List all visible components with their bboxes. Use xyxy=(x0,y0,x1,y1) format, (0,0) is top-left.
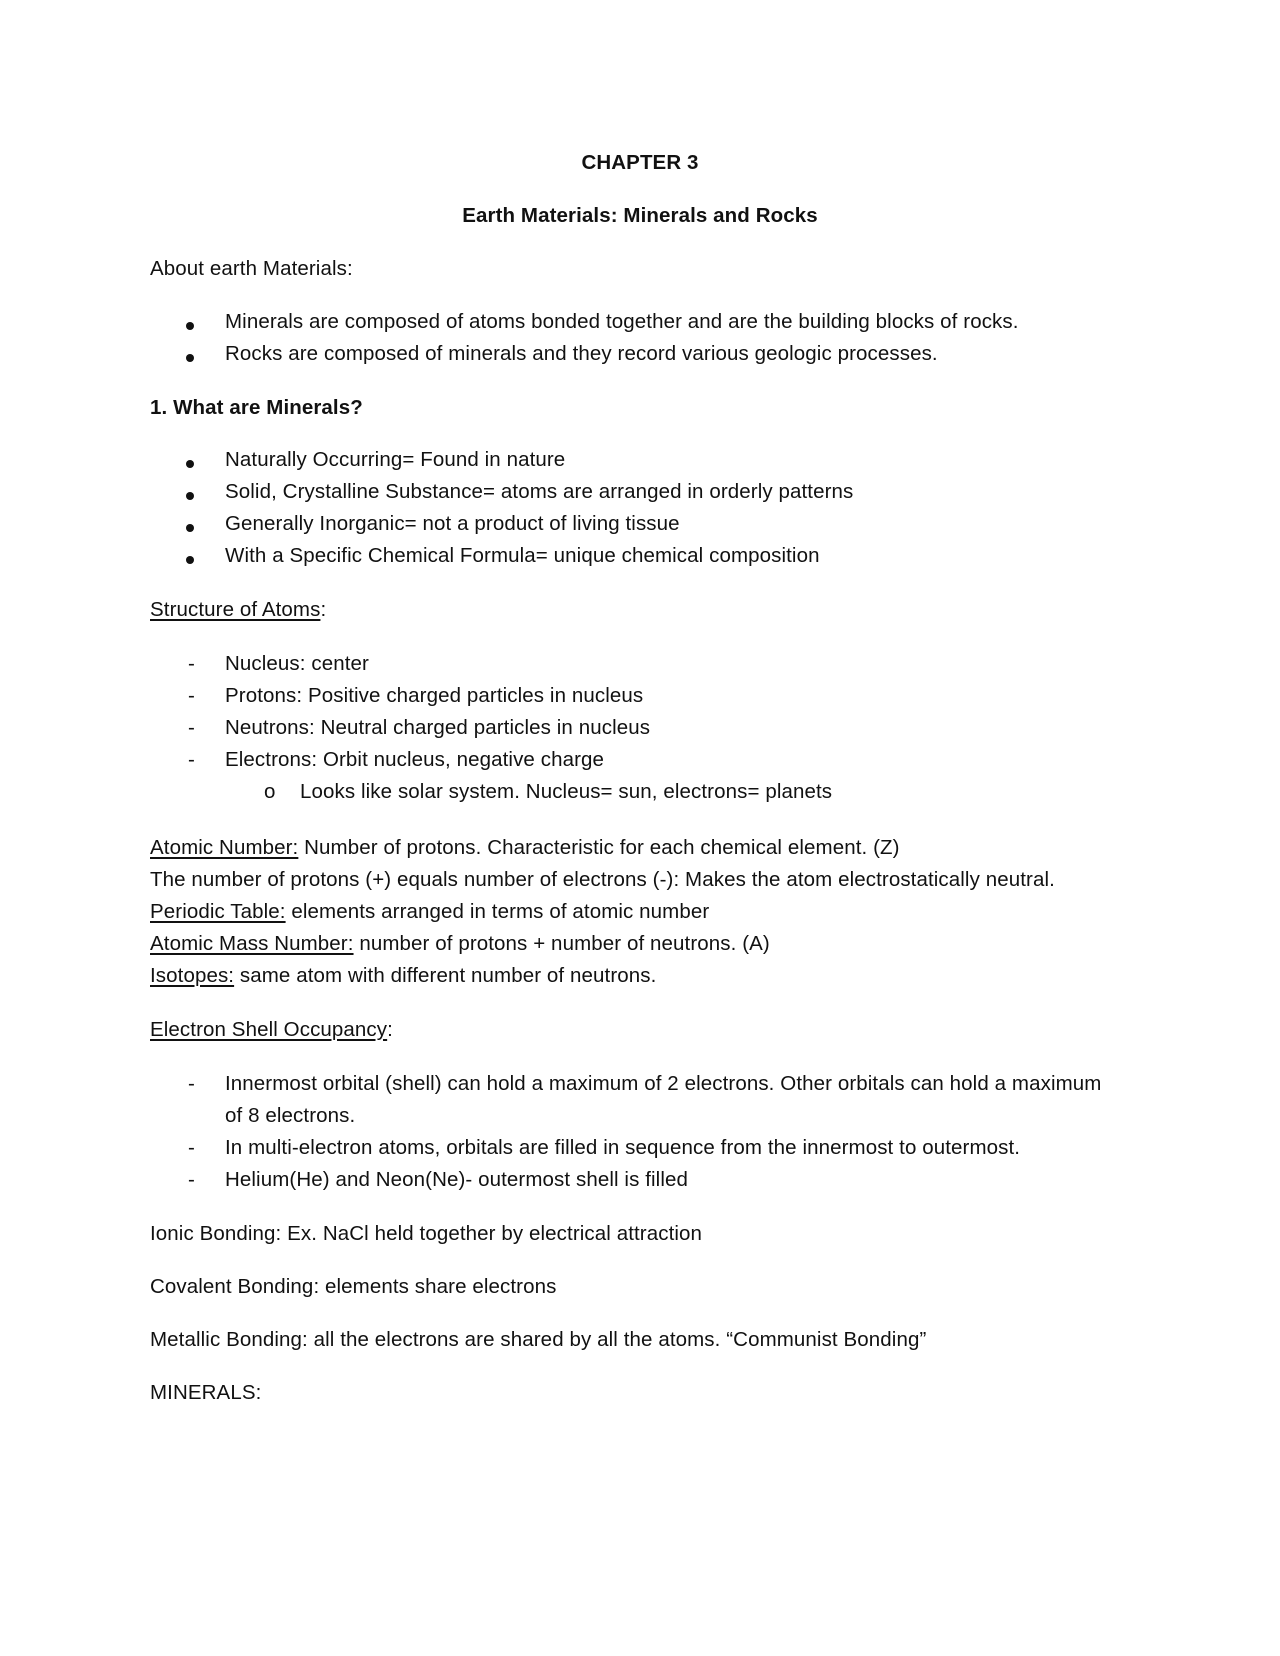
bullet-icon xyxy=(186,354,194,362)
dash-marker: - xyxy=(188,1072,195,1095)
atomic-mass-line xyxy=(150,932,770,956)
bullet-icon xyxy=(186,492,194,500)
structure-heading: Structure of Atoms xyxy=(150,598,321,621)
about-bullet-2: Rocks are composed of minerals and they record various geologic processes. xyxy=(225,342,938,365)
structure-item-1: Nucleus: center xyxy=(225,652,369,675)
bullet-icon xyxy=(186,322,194,330)
dash-marker: - xyxy=(188,748,195,771)
structure-item-2: Protons: Positive charged particles in nucleus xyxy=(225,684,644,707)
dash-marker: - xyxy=(188,1136,195,1159)
chapter-title: CHAPTER 3 xyxy=(581,151,699,174)
bullet-icon xyxy=(186,556,194,564)
ionic-bonding: Ionic Bonding: Ex. NaCl held together by electrical attraction xyxy=(150,1222,703,1245)
minerals-bullet-4: With a Specific Chemical Formula= unique chemical composition xyxy=(225,544,820,567)
minerals-bullet-3: Generally Inorganic= not a product of living tissue xyxy=(225,512,680,535)
minerals-bullet-2: Solid, Crystalline Substance= atoms are arranged in orderly patterns xyxy=(225,480,854,503)
isotopes-text: same atom with different number of neutrons. xyxy=(234,964,657,987)
minerals-bullet-1: Naturally Occurring= Found in nature xyxy=(225,448,566,471)
periodic-table-text: elements arranged in terms of atomic number xyxy=(285,900,710,923)
structure-heading-line xyxy=(150,598,326,622)
dash-marker: - xyxy=(188,1168,195,1191)
atomic-mass-term: Atomic Mass Number: xyxy=(150,932,354,955)
about-heading: About earth Materials: xyxy=(150,257,353,280)
dash-marker: - xyxy=(188,716,195,739)
shell-item-3: Helium(He) and Neon(Ne)- outermost shell is filled xyxy=(225,1168,688,1191)
shell-item-1: Innermost orbital (shell) can hold a maximum of 2 electrons. Other orbitals can hold a maximum xyxy=(225,1072,1102,1095)
shell-item-1-cont: of 8 electrons. xyxy=(225,1104,356,1127)
atomic-number-text: Number of protons. Characteristic for each chemical element. (Z) xyxy=(298,836,900,859)
structure-subitem: Looks like solar system. Nucleus= sun, electrons= planets xyxy=(300,780,833,803)
metallic-bonding: Metallic Bonding: all the electrons are shared by all the atoms. “Communist Bonding” xyxy=(150,1328,927,1351)
bullet-icon xyxy=(186,524,194,532)
minerals-heading: 1. What are Minerals? xyxy=(150,396,363,419)
periodic-table-term: Periodic Table: xyxy=(150,900,286,923)
structure-item-4: Electrons: Orbit nucleus, negative charge xyxy=(225,748,604,771)
atomic-mass-text: number of protons + number of neutrons. (A) xyxy=(353,932,770,955)
structure-item-3: Neutrons: Neutral charged particles in nucleus xyxy=(225,716,651,739)
neutral-line: The number of protons (+) equals number of electrons (-): Makes the atom electrostatically neutral. xyxy=(150,868,1055,891)
shell-colon: : xyxy=(387,1018,393,1041)
sub-bullet-marker: o xyxy=(264,780,276,803)
dash-marker: - xyxy=(188,652,195,675)
structure-colon: : xyxy=(320,598,327,621)
about-bullet-1: Minerals are composed of atoms bonded together and are the building blocks of rocks. xyxy=(225,310,1019,333)
minerals-label: MINERALS: xyxy=(150,1381,262,1404)
isotopes-line xyxy=(150,964,656,988)
shell-heading-line xyxy=(150,1018,393,1042)
shell-item-2: In multi-electron atoms, orbitals are filled in sequence from the innermost to outermost. xyxy=(225,1136,1021,1159)
atomic-number-term: Atomic Number: xyxy=(150,836,299,859)
chapter-subtitle: Earth Materials: Minerals and Rocks xyxy=(462,204,818,227)
dash-marker: - xyxy=(188,684,195,707)
periodic-table-line xyxy=(150,900,709,924)
atomic-number-line xyxy=(150,836,900,860)
covalent-bonding: Covalent Bonding: elements share electrons xyxy=(150,1275,557,1298)
bullet-icon xyxy=(186,460,194,468)
shell-heading: Electron Shell Occupancy xyxy=(150,1018,388,1041)
isotopes-term: Isotopes: xyxy=(150,964,235,987)
